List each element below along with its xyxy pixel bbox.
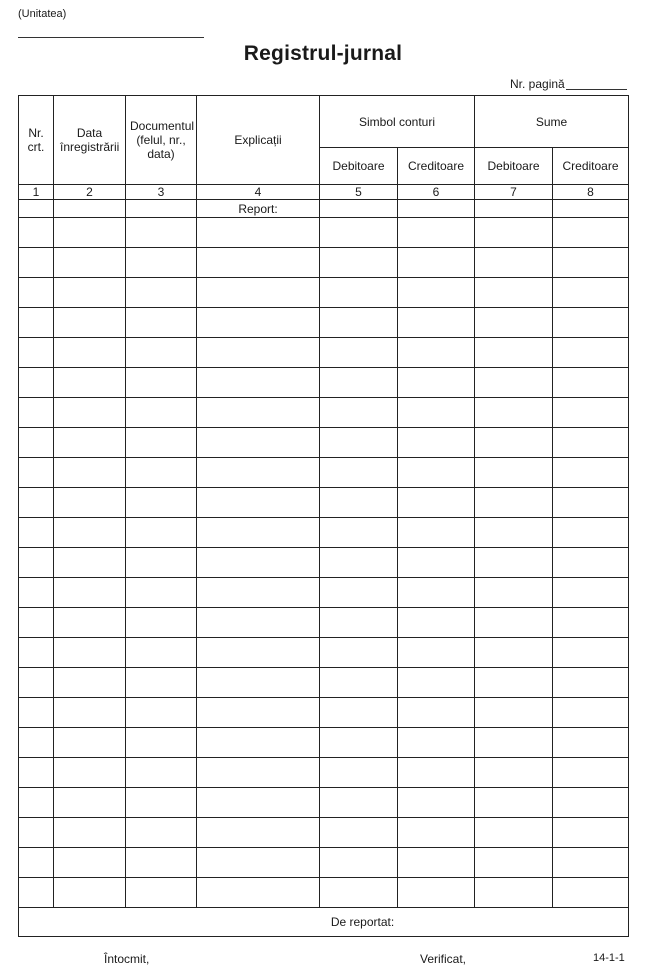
table-cell[interactable] <box>475 518 553 548</box>
table-cell[interactable] <box>126 758 197 788</box>
table-cell[interactable] <box>320 398 398 428</box>
table-cell[interactable] <box>197 368 320 398</box>
table-cell[interactable] <box>197 788 320 818</box>
table-cell[interactable] <box>320 578 398 608</box>
table-cell[interactable] <box>197 818 320 848</box>
table-cell[interactable] <box>553 218 629 248</box>
table-cell[interactable] <box>126 428 197 458</box>
table-cell[interactable] <box>54 338 126 368</box>
column-number: 3 <box>126 185 197 200</box>
table-cell[interactable] <box>126 308 197 338</box>
table-cell[interactable] <box>475 878 553 908</box>
table-cell[interactable] <box>398 728 475 758</box>
table-cell[interactable] <box>553 278 629 308</box>
table-cell[interactable] <box>54 458 126 488</box>
table-cell[interactable] <box>197 518 320 548</box>
table-cell[interactable] <box>475 698 553 728</box>
table-cell[interactable] <box>54 638 126 668</box>
table-cell[interactable] <box>398 458 475 488</box>
table-cell[interactable] <box>19 338 54 368</box>
table-cell[interactable] <box>553 458 629 488</box>
table-cell[interactable] <box>398 758 475 788</box>
table-cell[interactable] <box>126 518 197 548</box>
table-cell[interactable] <box>19 218 54 248</box>
table-cell[interactable] <box>54 608 126 638</box>
column-number: 8 <box>553 185 629 200</box>
table-row <box>19 728 629 758</box>
table-cell[interactable] <box>54 308 126 338</box>
table-cell[interactable] <box>398 368 475 398</box>
table-cell[interactable] <box>475 848 553 878</box>
table-cell[interactable] <box>54 788 126 818</box>
table-cell[interactable] <box>320 338 398 368</box>
table-row <box>19 788 629 818</box>
table-cell[interactable] <box>197 428 320 458</box>
table-cell[interactable] <box>398 200 475 218</box>
table-cell[interactable] <box>320 278 398 308</box>
table-cell[interactable] <box>553 368 629 398</box>
column-number: 2 <box>54 185 126 200</box>
carry-forward-row <box>19 908 629 937</box>
table-cell[interactable] <box>54 368 126 398</box>
table-cell[interactable] <box>54 818 126 848</box>
table-cell[interactable] <box>126 608 197 638</box>
table-cell[interactable] <box>553 788 629 818</box>
unit-label: (Unitatea) <box>18 8 67 20</box>
column-number-row <box>19 185 629 200</box>
table-cell[interactable] <box>398 248 475 278</box>
table-cell[interactable] <box>19 818 54 848</box>
table-cell[interactable] <box>398 878 475 908</box>
table-cell[interactable] <box>398 398 475 428</box>
col-header-nr: Nr. crt. <box>19 96 54 185</box>
table-cell[interactable] <box>126 698 197 728</box>
table-cell[interactable] <box>54 878 126 908</box>
table-cell[interactable] <box>475 578 553 608</box>
table-cell[interactable] <box>54 548 126 578</box>
table-row <box>19 638 629 668</box>
table-cell[interactable] <box>19 200 54 218</box>
table-row <box>19 578 629 608</box>
table-cell[interactable] <box>19 278 54 308</box>
table-cell[interactable] <box>126 848 197 878</box>
table-cell[interactable] <box>19 488 54 518</box>
table-cell[interactable] <box>398 338 475 368</box>
column-number: 5 <box>320 185 398 200</box>
table-cell[interactable] <box>197 548 320 578</box>
table-cell[interactable] <box>19 398 54 428</box>
table-cell[interactable] <box>553 308 629 338</box>
table-cell[interactable] <box>398 488 475 518</box>
table-cell[interactable] <box>54 278 126 308</box>
table-cell[interactable] <box>197 758 320 788</box>
col-header-date: Data înregistrării <box>54 96 126 185</box>
table-cell[interactable] <box>320 248 398 278</box>
table-row <box>19 458 629 488</box>
table-cell[interactable] <box>320 308 398 338</box>
table-cell[interactable] <box>54 200 126 218</box>
table-cell[interactable] <box>398 578 475 608</box>
table-cell[interactable] <box>553 428 629 458</box>
table-cell[interactable] <box>19 608 54 638</box>
table-row <box>19 488 629 518</box>
table-cell[interactable] <box>19 368 54 398</box>
column-number: 7 <box>475 185 553 200</box>
verified-by-label: Verificat, <box>420 952 467 966</box>
table-cell[interactable] <box>19 458 54 488</box>
table-cell[interactable] <box>320 638 398 668</box>
table-cell[interactable] <box>126 818 197 848</box>
table-row <box>19 698 629 728</box>
table-cell[interactable] <box>320 818 398 848</box>
table-cell[interactable] <box>553 200 629 218</box>
table-cell[interactable] <box>398 218 475 248</box>
table-cell[interactable] <box>398 788 475 818</box>
table-row <box>19 818 629 848</box>
table-row <box>19 218 629 248</box>
table-cell[interactable] <box>553 878 629 908</box>
table-cell[interactable] <box>553 848 629 878</box>
table-cell[interactable] <box>475 788 553 818</box>
table-cell[interactable] <box>475 458 553 488</box>
col-header-explanations: Explicații <box>197 96 320 185</box>
table-cell[interactable] <box>126 548 197 578</box>
table-cell[interactable] <box>197 458 320 488</box>
table-cell[interactable] <box>475 338 553 368</box>
unit-name-line <box>18 37 204 38</box>
table-row <box>19 668 629 698</box>
table-cell[interactable] <box>19 728 54 758</box>
table-cell[interactable] <box>553 578 629 608</box>
table-cell[interactable] <box>19 548 54 578</box>
header-row <box>19 96 629 148</box>
page-number-label: Nr. pagină <box>510 77 565 91</box>
carry-forward-label: De reportat: <box>330 915 395 929</box>
table-cell[interactable] <box>475 200 553 218</box>
table-cell[interactable] <box>19 878 54 908</box>
table-cell[interactable] <box>475 668 553 698</box>
table-cell[interactable] <box>398 608 475 638</box>
table-cell[interactable] <box>398 698 475 728</box>
sub-header-debit-sums: Debitoare <box>475 148 553 185</box>
table-cell[interactable] <box>54 848 126 878</box>
table-cell[interactable] <box>320 518 398 548</box>
table-cell[interactable] <box>19 248 54 278</box>
group-header-sums: Sume <box>475 96 629 148</box>
table-cell[interactable] <box>320 428 398 458</box>
table-cell[interactable] <box>54 398 126 428</box>
sub-header-credit-sums: Creditoare <box>553 148 629 185</box>
table-cell[interactable] <box>197 218 320 248</box>
table-cell[interactable] <box>19 698 54 728</box>
table-cell[interactable] <box>197 848 320 878</box>
table-cell[interactable] <box>553 758 629 788</box>
table-row <box>19 518 629 548</box>
table-row <box>19 548 629 578</box>
table-cell[interactable] <box>54 218 126 248</box>
table-cell[interactable] <box>320 458 398 488</box>
table-cell[interactable] <box>197 638 320 668</box>
table-cell[interactable] <box>320 218 398 248</box>
table-cell[interactable] <box>398 308 475 338</box>
table-cell[interactable] <box>553 728 629 758</box>
table-cell[interactable] <box>553 638 629 668</box>
table-cell[interactable] <box>126 458 197 488</box>
column-number: 6 <box>398 185 475 200</box>
journal-entries <box>19 218 629 908</box>
table-cell[interactable] <box>320 728 398 758</box>
table-cell[interactable] <box>197 698 320 728</box>
table-cell[interactable] <box>398 848 475 878</box>
table-cell[interactable] <box>19 758 54 788</box>
table-cell[interactable] <box>475 608 553 638</box>
table-row <box>19 338 629 368</box>
journal-table <box>18 95 629 937</box>
table-row <box>19 848 629 878</box>
table-cell[interactable] <box>553 818 629 848</box>
table-cell[interactable] <box>553 608 629 638</box>
table-cell[interactable] <box>475 758 553 788</box>
table-cell[interactable] <box>197 338 320 368</box>
table-cell[interactable] <box>475 308 553 338</box>
table-cell[interactable] <box>398 818 475 848</box>
column-number: 4 <box>197 185 320 200</box>
table-cell[interactable] <box>126 338 197 368</box>
table-cell[interactable] <box>398 278 475 308</box>
table-row <box>19 608 629 638</box>
table-cell[interactable] <box>126 398 197 428</box>
table-cell[interactable] <box>126 788 197 818</box>
table-cell[interactable] <box>398 548 475 578</box>
table-cell[interactable] <box>197 578 320 608</box>
table-cell[interactable] <box>19 848 54 878</box>
table-cell[interactable] <box>553 248 629 278</box>
table-row <box>19 398 629 428</box>
table-cell[interactable] <box>553 698 629 728</box>
carry-forward-cell[interactable] <box>19 908 629 937</box>
table-cell[interactable] <box>19 578 54 608</box>
table-cell[interactable] <box>54 518 126 548</box>
table-cell[interactable] <box>54 728 126 758</box>
table-cell[interactable] <box>126 488 197 518</box>
column-number: 1 <box>19 185 54 200</box>
sub-header-credit-accounts: Creditoare <box>398 148 475 185</box>
table-cell[interactable] <box>197 278 320 308</box>
form-code: 14-1-1 <box>593 952 625 964</box>
table-cell[interactable] <box>197 488 320 518</box>
table-cell[interactable] <box>197 728 320 758</box>
table-cell[interactable] <box>475 488 553 518</box>
table-cell[interactable] <box>19 428 54 458</box>
table-cell[interactable] <box>54 698 126 728</box>
table-cell[interactable] <box>126 278 197 308</box>
table-cell[interactable] <box>126 728 197 758</box>
sub-header-debit-accounts: Debitoare <box>320 148 398 185</box>
table-cell[interactable] <box>54 248 126 278</box>
table-row <box>19 308 629 338</box>
table-cell[interactable] <box>398 428 475 458</box>
table-cell[interactable] <box>553 398 629 428</box>
table-row <box>19 248 629 278</box>
report-row <box>19 200 629 218</box>
table-row <box>19 428 629 458</box>
table-cell[interactable] <box>320 368 398 398</box>
table-row <box>19 878 629 908</box>
table-cell[interactable] <box>475 248 553 278</box>
table-cell[interactable] <box>19 668 54 698</box>
prepared-by-label: Întocmit, <box>104 952 150 966</box>
table-cell[interactable] <box>126 578 197 608</box>
table-cell[interactable] <box>320 758 398 788</box>
table-cell[interactable] <box>553 548 629 578</box>
table-cell[interactable] <box>320 788 398 818</box>
table-row <box>19 278 629 308</box>
table-cell[interactable] <box>320 200 398 218</box>
table-cell[interactable] <box>553 338 629 368</box>
table-cell[interactable] <box>475 638 553 668</box>
table-cell[interactable] <box>553 488 629 518</box>
table-cell[interactable] <box>54 488 126 518</box>
table-cell[interactable] <box>126 218 197 248</box>
table-cell[interactable] <box>54 668 126 698</box>
table-cell[interactable] <box>197 878 320 908</box>
table-cell[interactable] <box>475 728 553 758</box>
table-cell[interactable] <box>126 200 197 218</box>
report-label: Report: <box>197 200 320 218</box>
table-cell[interactable] <box>126 668 197 698</box>
table-cell[interactable] <box>475 398 553 428</box>
table-cell[interactable] <box>197 608 320 638</box>
table-cell[interactable] <box>197 668 320 698</box>
table-cell[interactable] <box>320 878 398 908</box>
group-header-accounts: Simbol conturi <box>320 96 475 148</box>
table-cell[interactable] <box>126 638 197 668</box>
table-cell[interactable] <box>19 638 54 668</box>
table-cell[interactable] <box>553 668 629 698</box>
table-cell[interactable] <box>475 368 553 398</box>
table-cell[interactable] <box>19 308 54 338</box>
table-cell[interactable] <box>475 218 553 248</box>
table-cell[interactable] <box>126 878 197 908</box>
table-cell[interactable] <box>126 368 197 398</box>
table-cell[interactable] <box>54 758 126 788</box>
table-cell[interactable] <box>398 518 475 548</box>
page-number-line <box>566 89 627 90</box>
table-cell[interactable] <box>475 278 553 308</box>
table-cell[interactable] <box>320 848 398 878</box>
table-cell[interactable] <box>553 518 629 548</box>
table-cell[interactable] <box>19 788 54 818</box>
table-cell[interactable] <box>320 698 398 728</box>
col-header-document: Documentul (felul, nr., data) <box>126 96 197 185</box>
table-cell[interactable] <box>197 248 320 278</box>
table-cell[interactable] <box>54 428 126 458</box>
table-cell[interactable] <box>320 608 398 638</box>
table-cell[interactable] <box>54 578 126 608</box>
table-cell[interactable] <box>475 548 553 578</box>
table-cell[interactable] <box>475 428 553 458</box>
table-cell[interactable] <box>197 398 320 428</box>
table-cell[interactable] <box>126 248 197 278</box>
table-cell[interactable] <box>398 668 475 698</box>
table-cell[interactable] <box>475 818 553 848</box>
table-row <box>19 368 629 398</box>
table-cell[interactable] <box>197 308 320 338</box>
table-cell[interactable] <box>320 488 398 518</box>
page-title: Registrul-jurnal <box>243 42 403 65</box>
table-row <box>19 758 629 788</box>
table-cell[interactable] <box>320 548 398 578</box>
table-cell[interactable] <box>398 638 475 668</box>
table-cell[interactable] <box>19 518 54 548</box>
table-cell[interactable] <box>320 668 398 698</box>
